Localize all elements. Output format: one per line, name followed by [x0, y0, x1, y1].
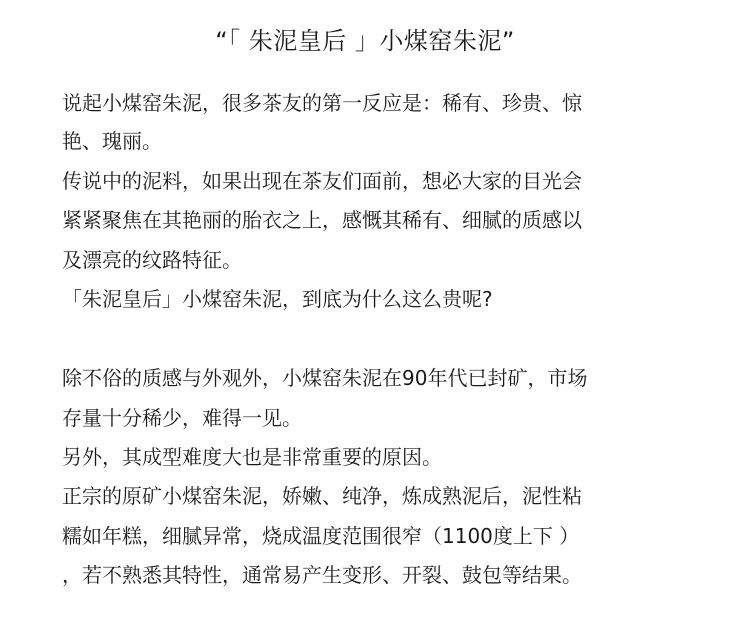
- text-line: 除不俗的质感与外观外，小煤窑朱泥在90年代已封矿，市场: [62, 366, 588, 390]
- text-line: 传说中的泥料，如果出现在茶友们面前，想必大家的目光会: [62, 169, 582, 193]
- text-line: 正宗的原矿小煤窑朱泥，娇嫩、纯净，炼成熟泥后，泥性粘: [62, 484, 582, 508]
- article-title: “「 朱泥皇后 」小煤窑朱泥”: [215, 27, 515, 55]
- text-line: 及漂亮的纹路特征。: [62, 248, 242, 272]
- text-line: 另外，其成型难度大也是非常重要的原因。: [62, 445, 442, 469]
- text-line: 糯如年糕，细腻异常，烧成温度范围很窄（1100度上下 ）: [62, 524, 580, 548]
- text-line: 说起小煤窑朱泥，很多茶友的第一反应是：稀有、珍贵、惊: [62, 91, 582, 115]
- text-line: 艳、瑰丽。: [62, 129, 162, 153]
- text-line: 「朱泥皇后」小煤窑朱泥，到底为什么这么贵呢?: [62, 287, 493, 311]
- text-line: 紧紧聚焦在其艳丽的胎衣之上，感慨其稀有、细腻的质感以: [62, 208, 582, 232]
- text-line: ，若不熟悉其特性，通常易产生变形、开裂、鼓包等结果。: [62, 563, 582, 587]
- text-line: 存量十分稀少，难得一见。: [62, 406, 302, 430]
